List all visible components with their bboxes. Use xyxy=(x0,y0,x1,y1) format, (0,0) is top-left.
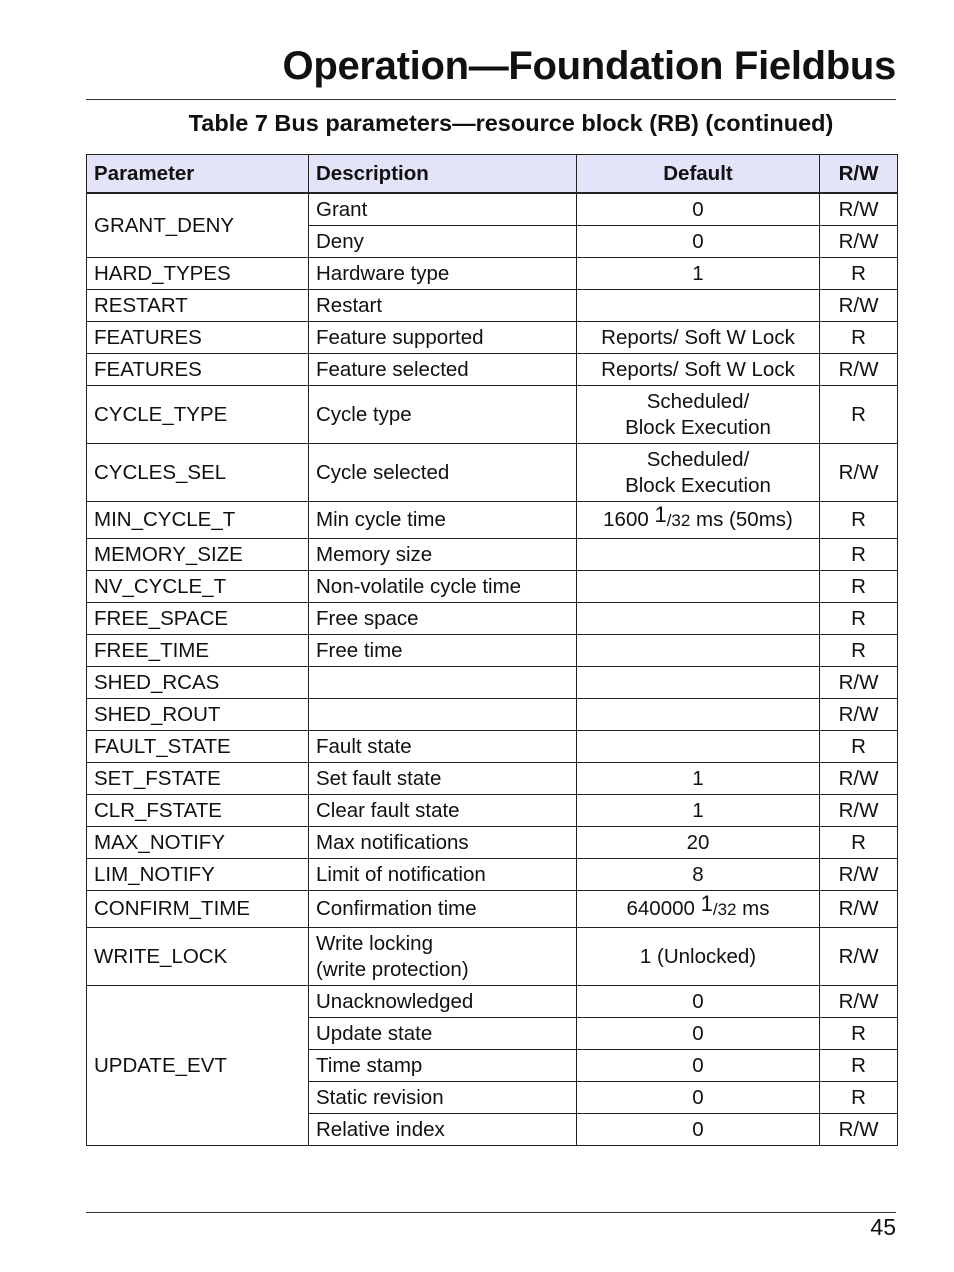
fraction-numerator: 1 xyxy=(654,501,667,527)
cell-parameter: CYCLE_TYPE xyxy=(87,386,309,444)
cell-default: 1 xyxy=(577,763,820,795)
cell-description: Free time xyxy=(309,635,577,667)
cell-parameter: SET_FSTATE xyxy=(87,763,309,795)
cell-description: Unacknowledged xyxy=(309,986,577,1018)
cell-rw: R/W xyxy=(820,226,898,258)
table-row xyxy=(87,258,898,290)
cell-description: Feature selected xyxy=(309,354,577,386)
cell-rw: R/W xyxy=(820,193,898,226)
cell-rw: R/W xyxy=(820,859,898,891)
default-prefix: 640000 xyxy=(626,896,701,920)
cell-default xyxy=(577,386,820,444)
table-row xyxy=(87,386,898,444)
table-row xyxy=(87,322,898,354)
table-row xyxy=(87,571,898,603)
cell-description xyxy=(309,699,577,731)
cell-description: Free space xyxy=(309,603,577,635)
page-title: Operation—Foundation Fieldbus xyxy=(282,44,896,88)
cell-rw: R/W xyxy=(820,986,898,1018)
cell-rw: R/W xyxy=(820,891,898,928)
cell-default: Reports/ Soft W Lock xyxy=(577,322,820,354)
cell-rw: R xyxy=(820,1050,898,1082)
cell-rw: R xyxy=(820,827,898,859)
cell-rw: R xyxy=(820,635,898,667)
cell-rw: R xyxy=(820,386,898,444)
cell-description: Update state xyxy=(309,1018,577,1050)
table-row xyxy=(87,502,898,539)
cell-default xyxy=(577,635,820,667)
cell-rw: R/W xyxy=(820,699,898,731)
cell-parameter: LIM_NOTIFY xyxy=(87,859,309,891)
cell-rw: R/W xyxy=(820,354,898,386)
cell-rw: R/W xyxy=(820,795,898,827)
cell-default xyxy=(577,731,820,763)
default-line: Scheduled/ xyxy=(646,390,750,413)
cell-rw: R/W xyxy=(820,667,898,699)
cell-default: 0 xyxy=(577,1018,820,1050)
footer-rule xyxy=(86,1212,896,1213)
cell-parameter: CYCLES_SEL xyxy=(87,444,309,502)
cell-rw: R xyxy=(820,322,898,354)
table-row xyxy=(87,290,898,322)
page-number: 45 xyxy=(870,1214,896,1240)
fraction-numerator: 1 xyxy=(700,890,713,916)
cell-rw: R xyxy=(820,571,898,603)
cell-parameter: MEMORY_SIZE xyxy=(87,539,309,571)
table-row xyxy=(87,603,898,635)
cell-description: Static revision xyxy=(309,1082,577,1114)
table-row xyxy=(87,795,898,827)
column-header-description: Description xyxy=(309,155,577,194)
cell-default: 1 (Unlocked) xyxy=(577,928,820,986)
cell-default: 0 xyxy=(577,1050,820,1082)
default-line: Scheduled/ xyxy=(646,448,750,471)
fraction-denominator: /32 xyxy=(666,510,691,530)
table-row xyxy=(87,986,898,1018)
cell-rw: R xyxy=(820,603,898,635)
cell-description: Limit of notification xyxy=(309,859,577,891)
table-row xyxy=(87,354,898,386)
cell-default: 0 xyxy=(577,226,820,258)
cell-description: Deny xyxy=(309,226,577,258)
cell-default xyxy=(577,444,820,502)
cell-default: 1 xyxy=(577,795,820,827)
cell-description: Time stamp xyxy=(309,1050,577,1082)
cell-default: 0 xyxy=(577,193,820,226)
fraction-denominator: /32 xyxy=(712,899,737,919)
cell-rw: R/W xyxy=(820,763,898,795)
cell-default: Reports/ Soft W Lock xyxy=(577,354,820,386)
cell-parameter: MAX_NOTIFY xyxy=(87,827,309,859)
cell-default xyxy=(577,603,820,635)
cell-default: 0 xyxy=(577,1114,820,1146)
cell-description: Set fault state xyxy=(309,763,577,795)
cell-description: Confirmation time xyxy=(309,891,577,928)
cell-default xyxy=(577,891,820,928)
table-row xyxy=(87,827,898,859)
cell-parameter: FREE_SPACE xyxy=(87,603,309,635)
cell-description: Fault state xyxy=(309,731,577,763)
table-caption: Table 7 Bus parameters—resource block (RB) (continued) xyxy=(188,110,834,136)
cell-description: Feature supported xyxy=(309,322,577,354)
cell-default: 1 xyxy=(577,258,820,290)
cell-parameter: WRITE_LOCK xyxy=(87,928,309,986)
default-suffix: ms (50ms) xyxy=(690,507,793,531)
cell-description: Hardware type xyxy=(309,258,577,290)
header-rule xyxy=(86,99,896,100)
cell-description: Max notifications xyxy=(309,827,577,859)
cell-description: Grant xyxy=(309,193,577,226)
table-row xyxy=(87,763,898,795)
default-suffix: ms xyxy=(736,896,770,920)
cell-parameter: UPDATE_EVT xyxy=(87,986,309,1146)
table-row xyxy=(87,539,898,571)
cell-parameter: MIN_CYCLE_T xyxy=(87,502,309,539)
default-line: Block Execution xyxy=(625,415,771,439)
cell-rw: R/W xyxy=(820,444,898,502)
cell-rw: R/W xyxy=(820,1114,898,1146)
cell-default: 20 xyxy=(577,827,820,859)
cell-rw: R xyxy=(820,731,898,763)
cell-description: Cycle type xyxy=(309,386,577,444)
cell-description: Clear fault state xyxy=(309,795,577,827)
bus-parameters-table xyxy=(86,154,898,1146)
cell-default: 8 xyxy=(577,859,820,891)
cell-description: Non-volatile cycle time xyxy=(309,571,577,603)
cell-parameter: NV_CYCLE_T xyxy=(87,571,309,603)
table-header-row xyxy=(87,155,898,194)
cell-rw: R/W xyxy=(820,928,898,986)
cell-parameter: RESTART xyxy=(87,290,309,322)
cell-default xyxy=(577,699,820,731)
cell-parameter: SHED_RCAS xyxy=(87,667,309,699)
cell-parameter: HARD_TYPES xyxy=(87,258,309,290)
cell-default xyxy=(577,502,820,539)
cell-parameter: FREE_TIME xyxy=(87,635,309,667)
table-row xyxy=(87,667,898,699)
cell-parameter: CLR_FSTATE xyxy=(87,795,309,827)
cell-description xyxy=(309,928,577,986)
table-body xyxy=(87,193,898,1146)
cell-rw: R xyxy=(820,502,898,539)
cell-default: 0 xyxy=(577,986,820,1018)
cell-default xyxy=(577,667,820,699)
cell-description: Memory size xyxy=(309,539,577,571)
table-row xyxy=(87,444,898,502)
cell-rw: R xyxy=(820,1018,898,1050)
table-row xyxy=(87,928,898,986)
cell-rw: R xyxy=(820,258,898,290)
table-row xyxy=(87,891,898,928)
column-header-rw: R/W xyxy=(820,155,898,194)
cell-default xyxy=(577,539,820,571)
cell-description: Relative index xyxy=(309,1114,577,1146)
table-row xyxy=(87,635,898,667)
cell-default xyxy=(577,571,820,603)
default-prefix: 1600 xyxy=(603,507,655,531)
cell-description xyxy=(309,667,577,699)
table-row xyxy=(87,731,898,763)
cell-parameter: CONFIRM_TIME xyxy=(87,891,309,928)
cell-parameter: SHED_ROUT xyxy=(87,699,309,731)
cell-parameter: FEATURES xyxy=(87,354,309,386)
table-row xyxy=(87,859,898,891)
cell-description: Restart xyxy=(309,290,577,322)
table-row xyxy=(87,699,898,731)
column-header-parameter: Parameter xyxy=(87,155,309,194)
default-line: Block Execution xyxy=(625,473,771,497)
cell-parameter: GRANT_DENY xyxy=(87,193,309,258)
cell-description: Cycle selected xyxy=(309,444,577,502)
cell-default: 0 xyxy=(577,1082,820,1114)
cell-parameter: FEATURES xyxy=(87,322,309,354)
cell-default xyxy=(577,290,820,322)
table-row xyxy=(87,193,898,226)
cell-parameter: FAULT_STATE xyxy=(87,731,309,763)
cell-description: Min cycle time xyxy=(309,502,577,539)
cell-rw: R/W xyxy=(820,290,898,322)
cell-rw: R xyxy=(820,539,898,571)
description-line: Write locking xyxy=(316,932,433,955)
column-header-default: Default xyxy=(577,155,820,194)
description-line: (write protection) xyxy=(316,957,469,981)
cell-rw: R xyxy=(820,1082,898,1114)
